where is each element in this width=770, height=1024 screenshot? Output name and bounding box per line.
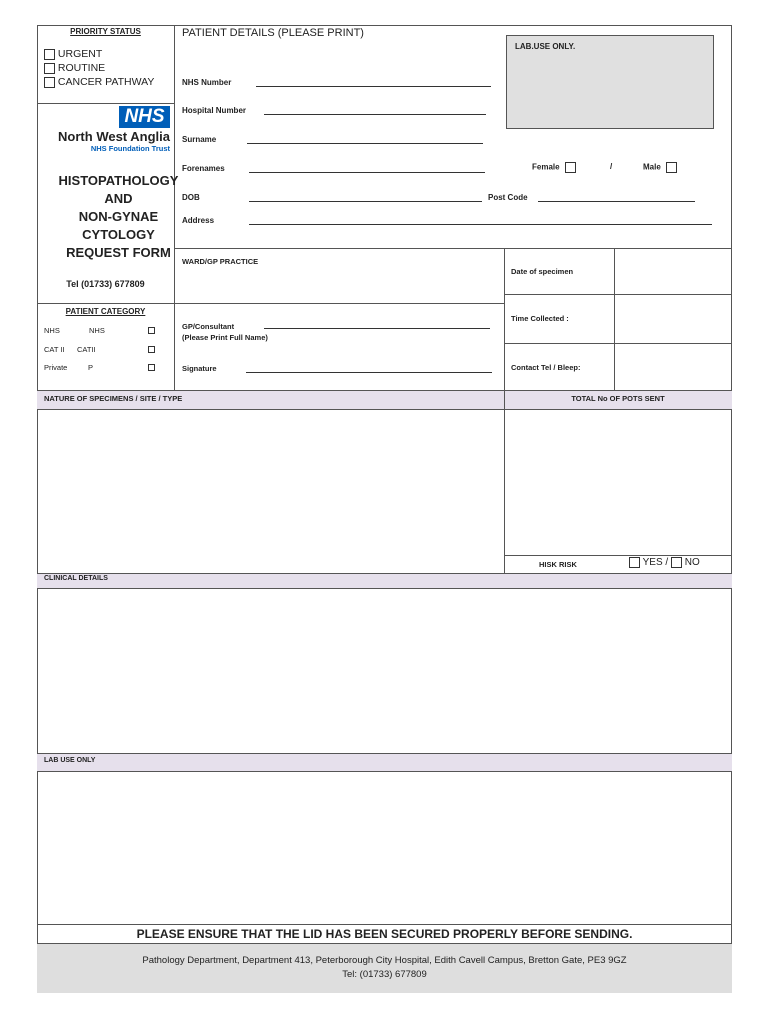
footer-bar (37, 943, 732, 993)
cancer-pathway-option[interactable]: CANCER PATHWAY (44, 75, 154, 89)
dob-label: DOB (182, 193, 200, 202)
category-row-cat2[interactable]: CAT II CATII (44, 345, 164, 354)
urgent-checkbox[interactable] (44, 49, 55, 60)
patient-details-title: PATIENT DETAILS (PLEASE PRINT) (182, 27, 364, 39)
time-collected-label: Time Collected : (511, 314, 569, 323)
forenames-field[interactable] (249, 172, 485, 173)
post-code-field[interactable] (538, 201, 695, 202)
clinical-header: CLINICAL DETAILS (44, 575, 108, 582)
nhs-number-label: NHS Number (182, 78, 232, 87)
category-divider (37, 303, 174, 304)
nhs-category-checkbox[interactable] (148, 327, 155, 334)
category-row-nhs[interactable]: NHS NHS (44, 326, 164, 335)
address-field[interactable] (249, 224, 712, 225)
ward-divider (174, 303, 504, 304)
priority-divider (37, 103, 174, 104)
signature-field[interactable] (246, 372, 492, 373)
patient-category-title: PATIENT CATEGORY (65, 307, 146, 316)
lab-use-box: LAB.USE ONLY. (506, 35, 714, 129)
surname-label: Surname (182, 135, 217, 144)
specimen-info-divider (504, 248, 505, 390)
post-code-label: Post Code (488, 193, 528, 202)
lab-use-header-bar (37, 753, 732, 772)
private-category-checkbox[interactable] (148, 364, 155, 371)
signature-label: Signature (182, 364, 217, 373)
nature-header: NATURE OF SPECIMENS / SITE / TYPE (44, 394, 183, 403)
hisk-risk-label: HISK RISK (539, 560, 577, 569)
contact-label: Contact Tel / Bleep: (511, 363, 581, 372)
address-label: Address (182, 216, 215, 225)
lid-notice: PLEASE ENSURE THAT THE LID HAS BEEN SECURED PROPERLY BEFORE SENDING. (136, 927, 633, 941)
priority-title: PRIORITY STATUS (70, 27, 141, 36)
footer-address: Pathology Department, Department 413, Peterborough City Hospital, Edith Cavell Campus, Bretton Gate, PE3 9GZ (142, 955, 627, 966)
hospital-number-label: Hospital Number (182, 106, 247, 115)
routine-option[interactable]: ROUTINE (44, 61, 154, 75)
contact-field[interactable] (615, 344, 731, 389)
female-checkbox[interactable] (565, 162, 576, 173)
cancer-pathway-checkbox[interactable] (44, 77, 55, 88)
urgent-option[interactable]: URGENT (44, 47, 154, 61)
notice-top-divider (37, 924, 732, 925)
category-row-private[interactable]: Private P (44, 363, 164, 372)
form-title: HISTOPATHOLOGY AND NON-GYNAE CYTOLOGY REQUEST FORM (58, 173, 179, 260)
pots-header: TOTAL No OF POTS SENT (571, 394, 665, 403)
lab-use-area (38, 772, 731, 922)
ward-gp-label: WARD/GP PRACTICE (182, 257, 259, 266)
footer-tel: Tel: (01733) 677809 (342, 969, 427, 980)
gp-consultant-label: GP/Consultant (Please Print Full Name) (182, 322, 268, 342)
nhs-logo: NHS (119, 106, 170, 128)
form-phone: Tel (01733) 677809 (66, 279, 145, 289)
dob-field[interactable] (249, 201, 482, 202)
surname-field[interactable] (247, 143, 483, 144)
nhs-number-field[interactable] (256, 86, 491, 87)
time-collected-field[interactable] (615, 295, 731, 342)
hisk-risk-options: YES / NO (629, 557, 700, 568)
clinical-details-field[interactable] (38, 589, 731, 752)
org-sub: NHS Foundation Trust (90, 144, 170, 153)
org-name: North West Anglia (58, 129, 170, 144)
cat2-category-checkbox[interactable] (148, 346, 155, 353)
gp-consultant-field[interactable] (264, 328, 490, 329)
male-checkbox[interactable] (666, 162, 677, 173)
yes-checkbox[interactable] (629, 557, 640, 568)
priority-options (44, 47, 154, 89)
lab-use-header: LAB USE ONLY (44, 757, 96, 764)
forenames-label: Forenames (182, 164, 225, 173)
nature-of-specimens-field[interactable] (38, 410, 503, 572)
male-label[interactable]: Male (643, 162, 677, 173)
female-label[interactable]: Female (532, 162, 576, 173)
total-pots-field[interactable] (505, 410, 731, 554)
routine-checkbox[interactable] (44, 63, 55, 74)
hospital-number-field[interactable] (264, 114, 486, 115)
hisk-risk-divider (504, 555, 732, 556)
date-of-specimen-field[interactable] (615, 249, 731, 293)
date-of-specimen-label: Date of specimen (511, 267, 574, 276)
gender-slash: / (610, 162, 613, 171)
no-checkbox[interactable] (671, 557, 682, 568)
clinical-header-bar (37, 573, 732, 589)
